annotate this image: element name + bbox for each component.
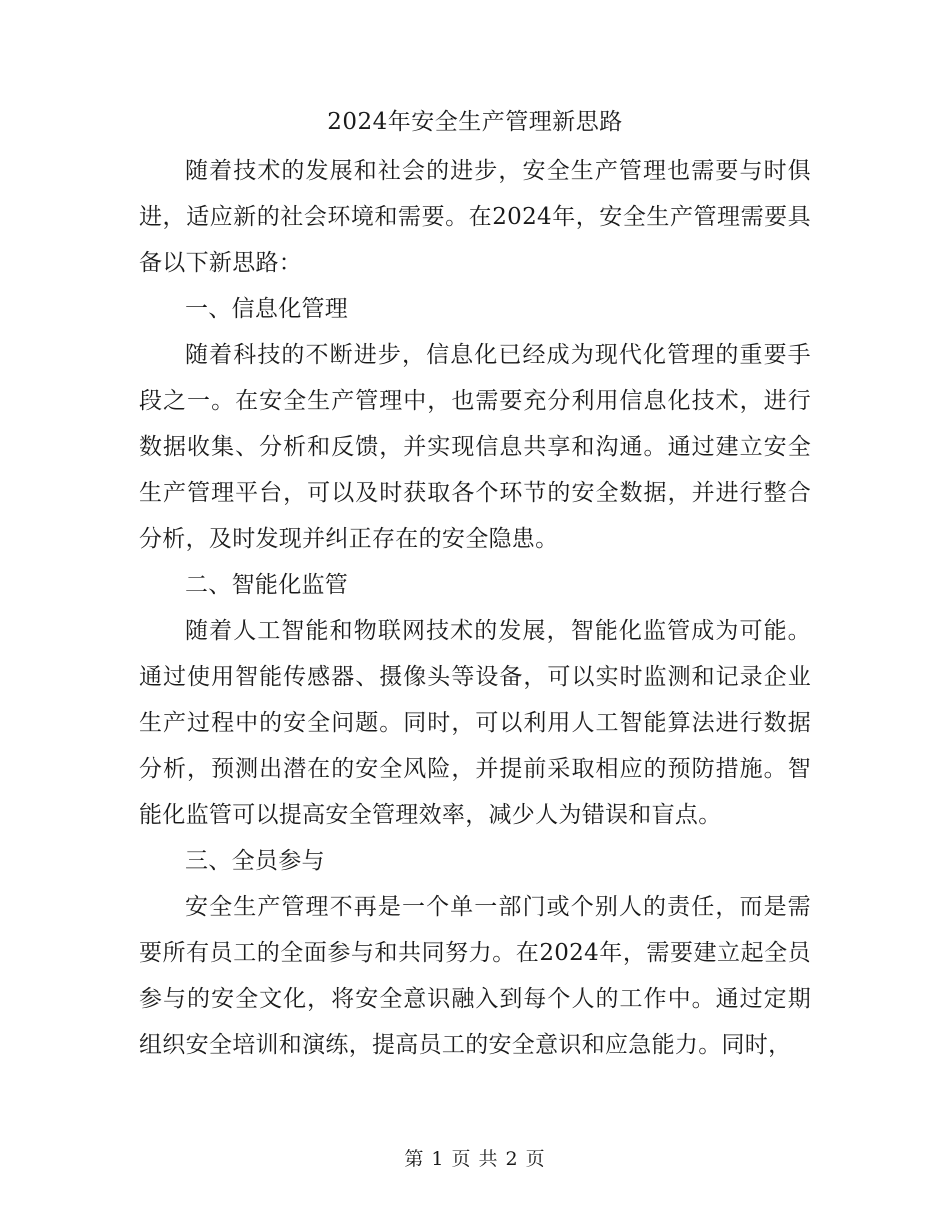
page-footer: 第 1 页 共 2 页 — [404, 1148, 546, 1170]
section-paragraph-full-participation: 安全生产管理不再是一个单一部门或个别人的责任，而是需要所有员工的全面参与和共同努力。在2024年，需要建立起全员参与的安全文化，将安全意识融入到每个人的工作中。通过定期组织安全培训和演练，提高员工的安全意识和应急能力。同时， — [139, 894, 811, 1058]
intro-paragraph: 随着技术的发展和社会的进步，安全生产管理也需要与时俱进，适应新的社会环境和需要。在2024年，安全生产管理需要具备以下新思路： — [139, 158, 811, 276]
section-paragraph-informatization: 随着科技的不断进步，信息化已经成为现代化管理的重要手段之一。在安全生产管理中，也需要充分利用信息化技术，进行数据收集、分析和反馈，并实现信息共享和沟通。通过建立安全生产管理平台，可以及时获取各个环节的安全数据，并进行整合分析，及时发现并纠正存在的安全隐患。 — [139, 342, 811, 552]
section-paragraph-intelligent-supervision: 随着人工智能和物联网技术的发展，智能化监管成为可能。通过使用智能传感器、摄像头等设备，可以实时监测和记录企业生产过程中的安全问题。同时，可以利用人工智能算法进行数据分析，预测出潜在的安全风险，并提前采取相应的预防措施。智能化监管可以提高安全管理效率，减少人为错误和盲点。 — [139, 618, 811, 828]
section-heading-intelligent-supervision: 二、智能化监管 — [185, 572, 349, 598]
section-heading-informatization: 一、信息化管理 — [185, 296, 349, 322]
section-heading-full-participation: 三、全员参与 — [185, 848, 325, 874]
document-body — [139, 148, 811, 1068]
document-title: 2024年安全生产管理新思路 — [327, 109, 623, 135]
